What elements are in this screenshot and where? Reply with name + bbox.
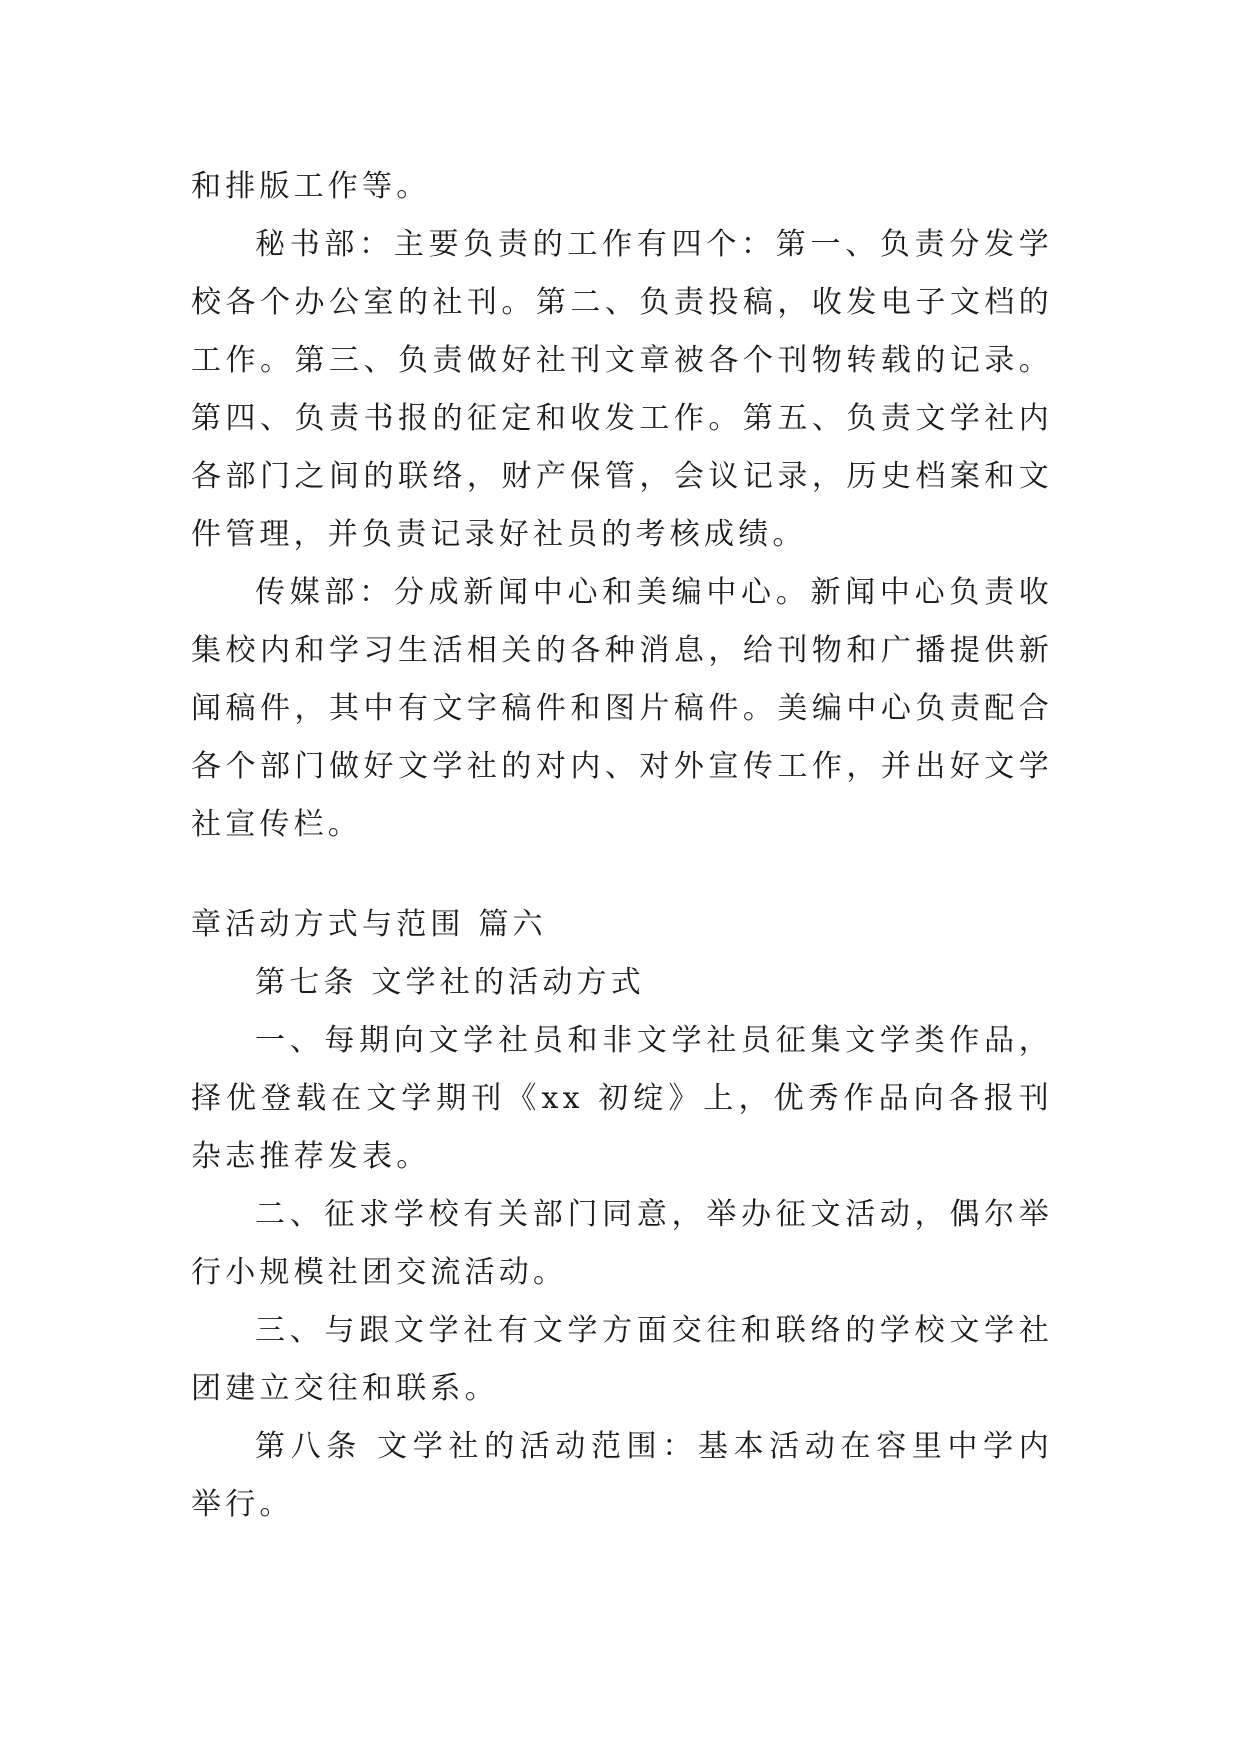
paragraph-continuation: 和排版工作等。 bbox=[191, 169, 431, 204]
article-seven-item-three: 三、与跟文学社有文学方面交往和联络的学校文学社团建立交往和联系。 bbox=[191, 1313, 1053, 1406]
article-eight: 第八条 文学社的活动范围：基本活动在容里中学内举行。 bbox=[191, 1429, 1053, 1522]
section-heading: 章活动方式与范围 篇六 bbox=[191, 907, 547, 942]
paragraph-secretariat: 秘书部：主要负责的工作有四个：第一、负责分发学校各个办公室的社刊。第二、负责投稿，收发电子文档的工作。第三、负责做好社刊文章被各个刊物转载的记录。第四、负责书报的征定和收发工作。第五、负责文学社内各部门之间的联络，财产保管，会议记录，历史档案和文件管理，并负责记录好社员的考核成绩。 bbox=[191, 227, 1053, 552]
article-seven-item-two: 二、征求学校有关部门同意，举办征文活动，偶尔举行小规模社团交流活动。 bbox=[191, 1197, 1053, 1290]
article-seven-title: 第七条 文学社的活动方式 bbox=[255, 965, 645, 1000]
document-body bbox=[191, 158, 1053, 1534]
article-seven-item-one: 一、每期向文学社员和非文学社员征集文学类作品，择优登载在文学期刊《xx 初绽》上，优秀作品向各报刊杂志推荐发表。 bbox=[191, 1023, 1053, 1174]
paragraph-media-department: 传媒部：分成新闻中心和美编中心。新闻中心负责收集校内和学习生活相关的各种消息，给刊物和广播提供新闻稿件，其中有文字稿件和图片稿件。美编中心负责配合各个部门做好文学社的对内、对外宣传工作，并出好文学社宣传栏。 bbox=[191, 575, 1053, 842]
